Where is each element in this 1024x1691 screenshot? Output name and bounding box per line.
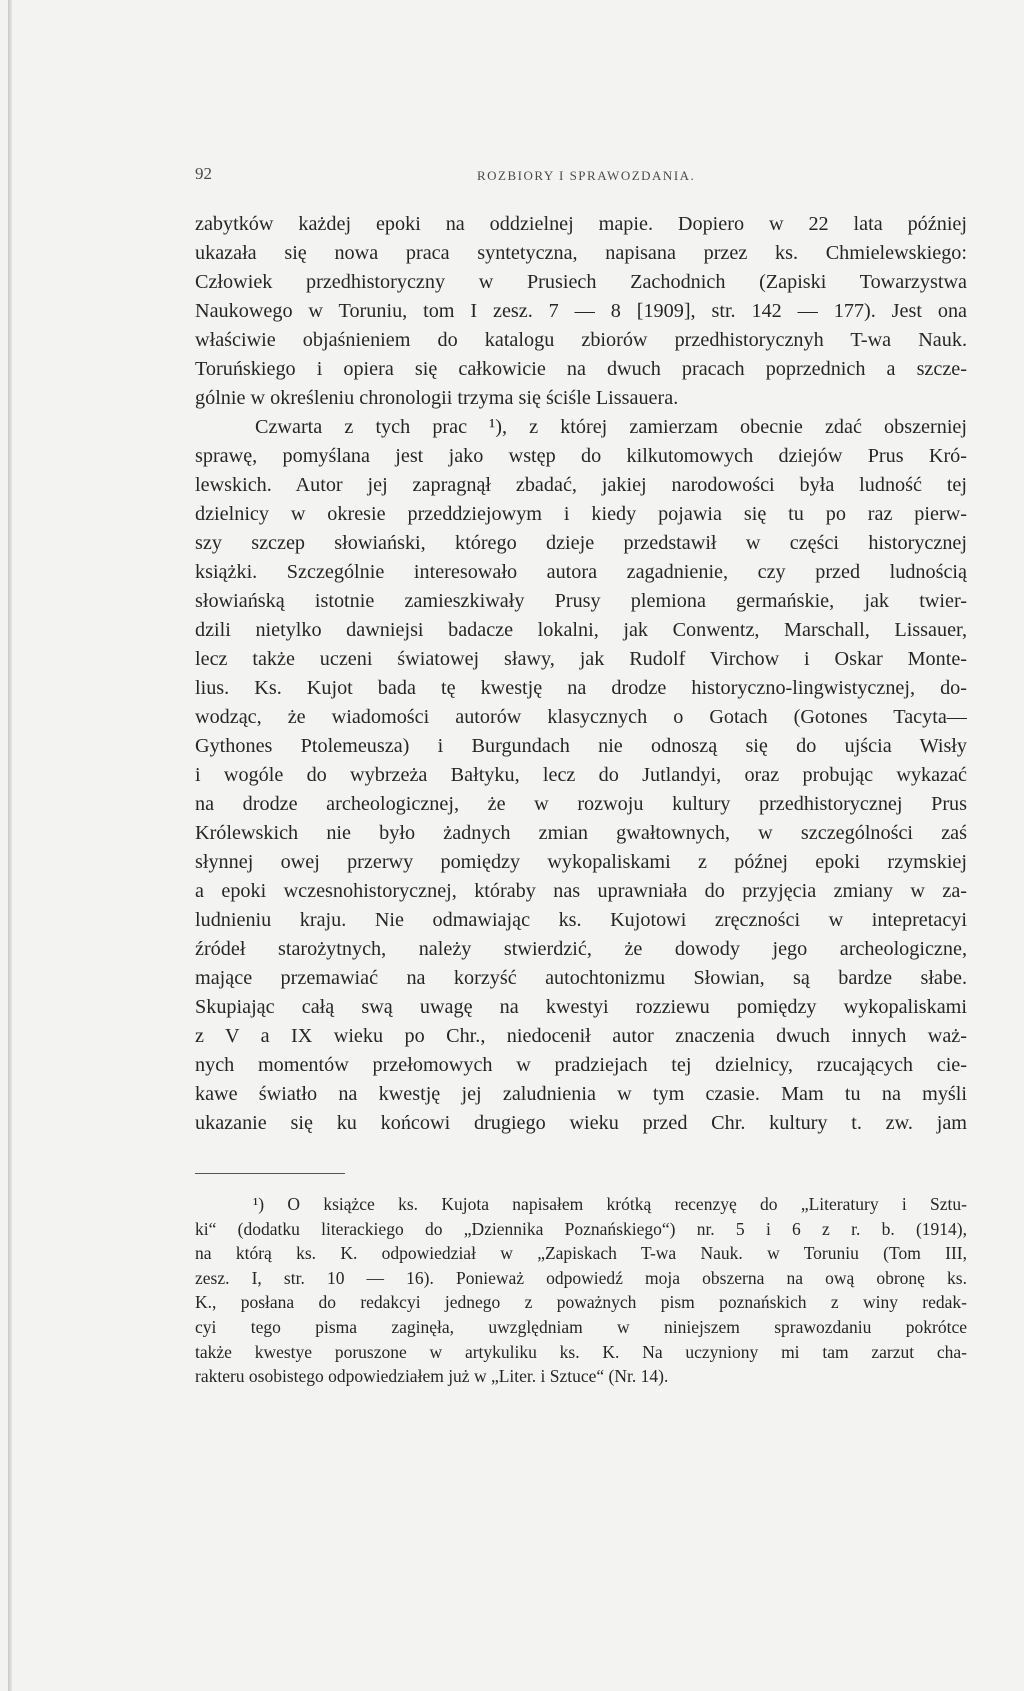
body-text	[195, 210, 967, 1138]
body-line: mające przemawiać na korzyść autochtonizmu Słowian, są bardze słabe.	[195, 967, 967, 989]
page-number: 92	[195, 164, 212, 183]
body-line: a epoki wczesnohistorycznej, któraby nas uprawniała do przyjęcia zmiany w za-	[195, 880, 967, 902]
body-line: gólnie w określeniu chronologii trzyma się ściśle Lissauera.	[195, 387, 679, 409]
body-line: słowiańską istotnie zamieszkiwały Prusy plemiona germańskie, jak twier-	[195, 590, 967, 612]
body-line: wodząc, że wiadomości autorów klasycznych o Gotach (Gotones Tacyta—	[195, 706, 967, 728]
footnote-line: zesz. I, str. 10 — 16). Ponieważ odpowiedź moja obszerna na ową obronę ks.	[195, 1267, 967, 1288]
body-line: ukazała się nowa praca syntetyczna, napisana przez ks. Chmielewskiego:	[195, 242, 967, 264]
body-line: na drodze archeologicznej, że w rozwoju kultury przedhistorycznej Prus	[195, 793, 967, 815]
footnote-line: rakteru osobistego odpowiedziałem już w „Liter. i Sztuce“ (Nr. 14).	[195, 1366, 669, 1387]
body-line: książki. Szczególnie interesowało autora zagadnienie, czy przed ludnością	[195, 561, 967, 583]
body-line: szy szczep słowiański, którego dzieje przedstawił w części historycznej	[195, 532, 967, 554]
footnote-line: także kwestye poruszone w artykuliku ks. K. Na uczyniony mi tam zarzut cha-	[195, 1341, 967, 1362]
footnote-line: ki“ (dodatku literackiego do „Dziennika Poznańskiego“) nr. 5 i 6 z r. b. (1914),	[195, 1218, 967, 1239]
footnote-line: cyi tego pisma zaginęła, uwzględniam w niniejszem sprawozdaniu pokrótce	[195, 1316, 967, 1337]
body-line: zabytków każdej epoki na oddzielnej mapie. Dopiero w 22 lata później	[195, 213, 967, 235]
body-line: dzili nietylko dawniejsi badacze lokalni, jak Conwentz, Marschall, Lissauer,	[195, 619, 967, 641]
body-line: Skupiając całą swą uwagę na kwestyi rozziewu pomiędzy wykopaliskami	[195, 996, 967, 1018]
scan-edge	[8, 0, 12, 1691]
body-line: i wogóle do wybrzeża Bałtyku, lecz do Jutlandyi, oraz probując wykazać	[195, 764, 967, 786]
section-title: ROZBIORY I SPRAWOZDANIA.	[477, 168, 696, 183]
body-line: nych momentów przełomowych w pradziejach tej dzielnicy, rzucających cie-	[195, 1054, 967, 1076]
body-line: lewskich. Autor jej zapragnął zbadać, jakiej narodowości była ludność tej	[195, 474, 967, 496]
body-line: lecz także uczeni światowej sławy, jak Rudolf Virchow i Oskar Monte-	[195, 648, 967, 670]
footnote-line: ¹) O książce ks. Kujota napisałem krótką recenzyę do „Literatury i Sztu-	[253, 1194, 967, 1214]
body-line: lius. Ks. Kujot bada tę kwestję na drodze historyczno-lingwistycznej, do-	[195, 677, 967, 699]
body-line: Czwarta z tych prac ¹), z której zamierzam obecnie zdać obszerniej	[255, 416, 967, 438]
body-line: z V a IX wieku po Chr., niedocenił autor znaczenia dwuch innych waż-	[195, 1025, 967, 1047]
body-line: Gythones Ptolemeusza) i Burgundach nie odnoszą się do ujścia Wisły	[195, 735, 967, 757]
body-line: Człowiek przedhistoryczny w Prusiech Zachodnich (Zapiski Towarzystwa	[195, 271, 967, 293]
book-page	[195, 150, 967, 1389]
body-line: sprawę, pomyślana jest jako wstęp do kilkutomowych dziejów Prus Kró-	[195, 445, 967, 467]
footnote-line: na którą ks. K. odpowiedział w „Zapiskach T-wa Nauk. w Toruniu (Tom III,	[195, 1243, 967, 1264]
footnote-line: K., posłana do redakcyi jednego z poważnych pism poznańskich z winy redak-	[195, 1292, 967, 1313]
body-line: Królewskich nie było żadnych zmian gwałtownych, w szczególności zaś	[195, 822, 967, 844]
body-line: właściwie objaśnieniem do katalogu zbiorów przedhistorycznyh T-wa Nauk.	[195, 329, 967, 351]
body-line: Toruńskiego i opiera się całkowicie na dwuch pracach poprzednich a szcze-	[195, 358, 967, 380]
footnote-divider	[195, 1173, 345, 1174]
footnotes	[195, 1192, 967, 1389]
body-line: kawe światło na kwestję jej zaludnienia w tym czasie. Mam tu na myśli	[195, 1083, 967, 1105]
body-line: ludnieniu kraju. Nie odmawiając ks. Kujotowi zręczności w intepretacyi	[195, 909, 967, 931]
running-head	[195, 150, 967, 183]
body-line: słynnej owej przerwy pomiędzy wykopaliskami z późnej epoki rzymskiej	[195, 851, 967, 873]
body-line: źródeł starożytnych, należy stwierdzić, że dowody jego archeologiczne,	[195, 938, 967, 960]
body-line: Naukowego w Toruniu, tom I zesz. 7 — 8 [1909], str. 142 — 177). Jest ona	[195, 300, 967, 322]
body-line: ukazanie się ku końcowi drugiego wieku przed Chr. kultury t. zw. jam	[195, 1112, 967, 1134]
body-line: dzielnicy w okresie przeddziejowym i kiedy pojawia się tu po raz pierw-	[195, 503, 967, 525]
